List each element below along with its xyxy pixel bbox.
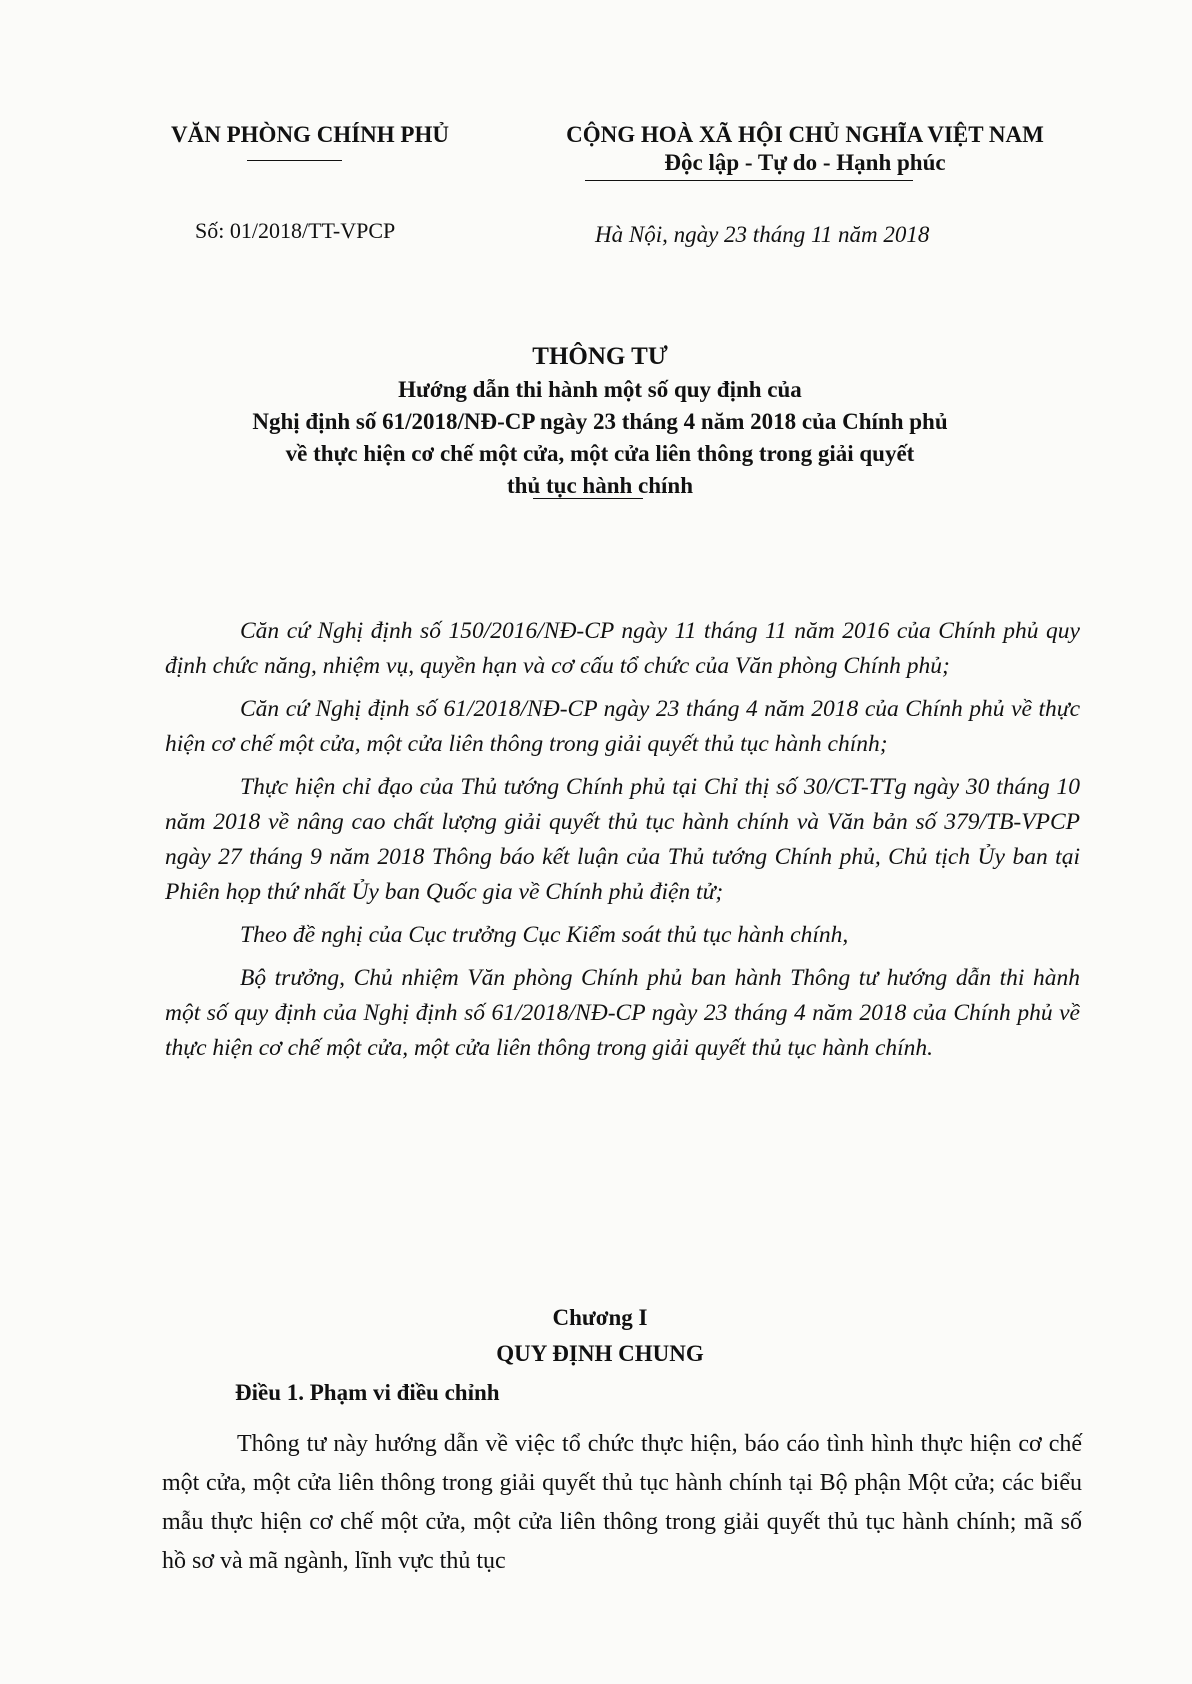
document-type: THÔNG TƯ (532, 343, 668, 370)
republic-name: CỘNG HOÀ XÃ HỘI CHỦ NGHĨA VIỆT NAM (566, 122, 1044, 147)
chapter-name: QUY ĐỊNH CHUNG (496, 1341, 704, 1366)
preamble-paragraph: Căn cứ Nghị định số 61/2018/NĐ-CP ngày 23 tháng 4 năm 2018 của Chính phủ về thực hiện cơ chế một cửa, một cửa liên thông trong giải quyết thủ tục hành chính; (165, 696, 1080, 757)
preamble-paragraph: Theo đề nghị của Cục trưởng Cục Kiểm soát thủ tục hành chính, (240, 922, 849, 948)
national-header (520, 122, 1090, 176)
article-paragraph: Thông tư này hướng dẫn về việc tổ chức thực hiện, báo cáo tình hình thực hiện cơ chế một cửa, một cửa liên thông trong giải quyết thủ tục hành chính tại Bộ phận Một cửa; các biểu mẫu thực hiện cơ chế một cửa, một cửa liên thông trong giải quyết thủ tục hành chính; mã số hồ sơ và mã ngành, lĩnh vực thủ tục (162, 1431, 1082, 1574)
article-heading: Điều 1. Phạm vi điều chỉnh (235, 1380, 500, 1405)
article-body (162, 1425, 1082, 1581)
date-place: Hà Nội, ngày 23 tháng 11 năm 2018 (595, 222, 930, 247)
title-line: thủ tục hành chính (507, 473, 693, 498)
title-line: Hướng dẫn thi hành một số quy định của (398, 377, 802, 402)
preamble-paragraph: Căn cứ Nghị định số 150/2016/NĐ-CP ngày 11 tháng 11 năm 2016 của Chính phủ quy định chức năng, nhiệm vụ, quyền hạn và cơ cấu tổ chức của Văn phòng Chính phủ; (165, 618, 1080, 679)
title-underline (533, 498, 643, 499)
preamble-paragraph: Thực hiện chỉ đạo của Thủ tướng Chính phủ tại Chỉ thị số 30/CT-TTg ngày 30 tháng 10 năm 2018 về nâng cao chất lượng giải quyết thủ tục hành chính và Văn bản số 379/TB-VPCP ngày 27 tháng 9 năm 2018 Thông báo kết luận của Thủ tướng Chính phủ, Chủ tịch Ủy ban tại Phiên họp thứ nhất Ủy ban Quốc gia về Chính phủ điện tử; (165, 774, 1080, 905)
agency-underline (247, 160, 342, 161)
chapter-heading (150, 1300, 1050, 1372)
title-line: về thực hiện cơ chế một cửa, một cửa liên thông trong giải quyết (285, 441, 915, 466)
preamble-paragraph: Bộ trưởng, Chủ nhiệm Văn phòng Chính phủ ban hành Thông tư hướng dẫn thi hành một số quy định của Nghị định số 61/2018/NĐ-CP ngày 23 tháng 4 năm 2018 của Chính phủ về thực hiện cơ chế một cửa, một cửa liên thông trong giải quyết thủ tục hành chính. (165, 965, 1080, 1061)
document-number: Số: 01/2018/TT-VPCP (195, 218, 396, 243)
preamble (165, 614, 1080, 1074)
agency-name: VĂN PHÒNG CHÍNH PHỦ (171, 122, 449, 147)
national-motto: Độc lập - Tự do - Hạnh phúc (664, 150, 946, 175)
title-line: Nghị định số 61/2018/NĐ-CP ngày 23 tháng 4 năm 2018 của Chính phủ (252, 409, 948, 434)
motto-underline (585, 180, 913, 181)
document-title (150, 340, 1050, 502)
chapter-number: Chương I (552, 1305, 648, 1330)
